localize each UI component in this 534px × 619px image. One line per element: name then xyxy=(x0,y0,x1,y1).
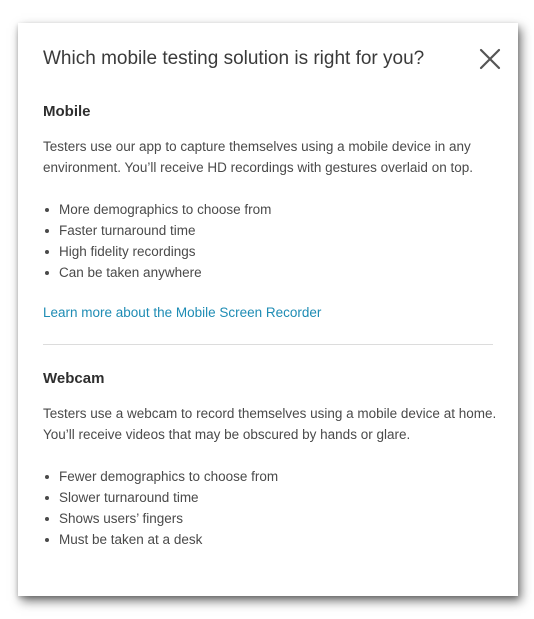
close-icon xyxy=(479,48,501,70)
section-divider xyxy=(43,344,493,345)
list-item: Slower turnaround time xyxy=(43,487,278,508)
close-button[interactable] xyxy=(476,45,504,73)
list-item: Must be taken at a desk xyxy=(43,529,278,550)
list-item: Shows users’ fingers xyxy=(43,508,278,529)
list-item: More demographics to choose from xyxy=(43,199,271,220)
mobile-section-heading: Mobile xyxy=(43,103,91,120)
list-item: Faster turnaround time xyxy=(43,220,271,241)
webcam-section-heading: Webcam xyxy=(43,370,105,387)
modal-title: Which mobile testing solution is right for you? xyxy=(43,48,425,69)
mobile-benefits-list xyxy=(43,199,271,283)
list-item: Fewer demographics to choose from xyxy=(43,466,278,487)
list-item: High fidelity recordings xyxy=(43,241,271,262)
mobile-testing-modal xyxy=(18,23,518,596)
learn-more-mobile-recorder-link[interactable]: Learn more about the Mobile Screen Recorder xyxy=(43,305,322,320)
list-item: Can be taken anywhere xyxy=(43,262,271,283)
webcam-drawbacks-list xyxy=(43,466,278,550)
mobile-description: Testers use our app to capture themselves using a mobile device in any environment. You’ll receive HD recordings with gestures overlaid on top. xyxy=(43,139,473,175)
webcam-description: Testers use a webcam to record themselves using a mobile device at home. You’ll receive videos that may be obscured by hands or glare. xyxy=(43,406,497,442)
